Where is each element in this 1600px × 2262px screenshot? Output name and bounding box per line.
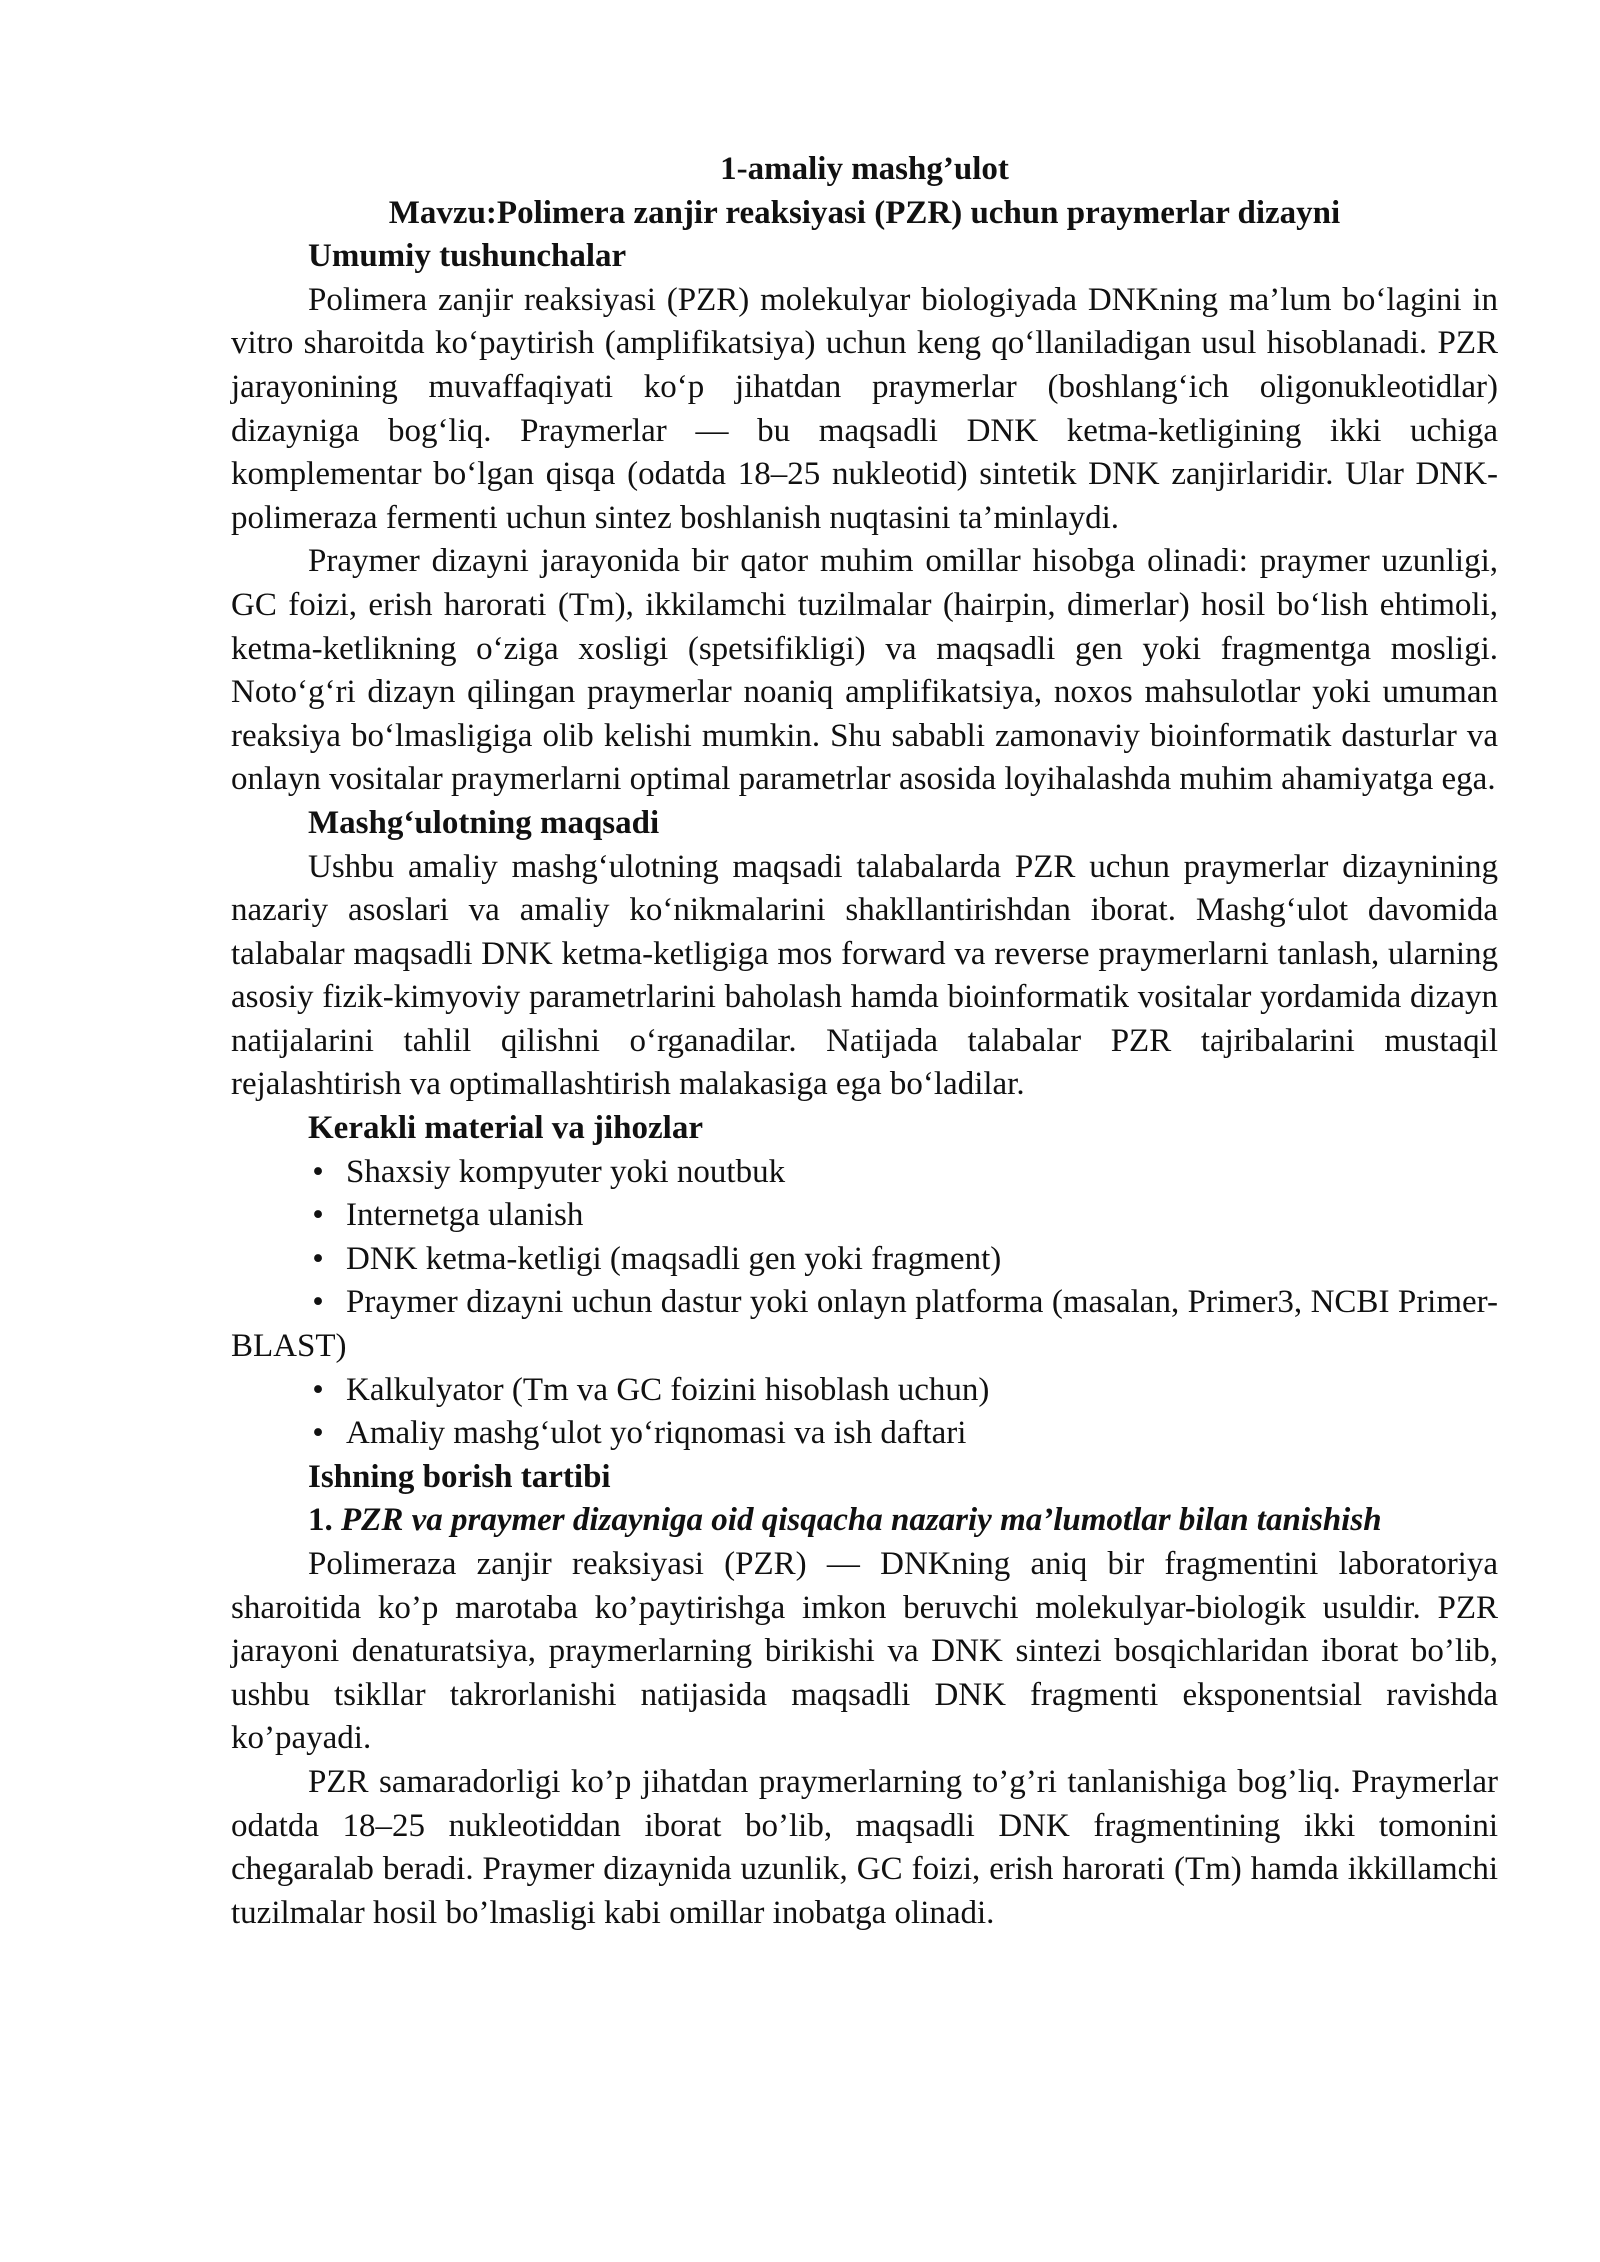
- page-title: 1-amaliy mashg’ulot: [720, 151, 1009, 187]
- list-item: [231, 1238, 1498, 1282]
- bullet-icon: •: [312, 1153, 324, 1190]
- bullet-icon: •: [312, 1284, 324, 1321]
- section-heading-general: Umumiy tushunchalar: [308, 238, 627, 275]
- list-item-text: Internetga ulanish: [346, 1197, 584, 1234]
- paragraph-general-2: Praymer dizayni jarayonida bir qator muhim omillar hisobga olinadi: praymer uzunligi, GC foizi, erish harorati (Tm), ikkilamchi tuzilmalar (hairpin, dimerlar) hosil bo‘lish ehtimoli, ketma-ketlikning o‘ziga xosligi (spetsifikligi) va maqsadli gen yoki fragmentga mosligi. Noto‘g‘ri dizayn qilingan praymerlar noaniq amplifikatsiya, noxos mahsulotlar yoki umuman reaksiya bo‘lmasligiga olib kelishi mumkin. Shu sababli zamonaviy bioinformatik dasturlar va onlayn vositalar praymerlarni optimal parametrlar asosida loyihalashda muhim ahamiyatga ega.: [231, 543, 1498, 798]
- section-heading-materials: Kerakli material va jihozlar: [308, 1110, 703, 1147]
- paragraph-procedure-2: PZR samaradorligi ko’p jihatdan praymerlarning to’g’ri tanlanishiga bog’liq. Praymerlar odatda 18–25 nukleotiddan iborat bo’lib, maqsadli DNK fragmentining ikki tomonini chegaralab beradi. Praymer dizaynida uzunlik, GC foizi, erish harorati (Tm) hamda ikkillamchi tuzilmalar hosil bo’lmasligi kabi omillar inobatga olinadi.: [231, 1763, 1498, 1931]
- step-number: 1.: [308, 1502, 333, 1539]
- list-item: [231, 1194, 1498, 1238]
- bullet-icon: •: [312, 1240, 324, 1277]
- step-title: PZR va praymer dizayniga oid qisqacha nazariy ma’lumotlar bilan tanishish: [341, 1502, 1382, 1539]
- paragraph-general-1: Polimera zanjir reaksiyasi (PZR) molekulyar biologiyada DNKning ma’lum bo‘lagini in vitro sharoitda ko‘paytirish (amplifikatsiya) uchun keng qo‘llaniladigan usul hisoblanadi. PZR jarayonining muvaffaqiyati ko‘p jihatdan praymerlar (boshlang‘ich oligonukleotidlar) dizayniga bog‘liq. Praymerlar — bu maqsadli DNK ketma-ketligining ikki uchiga komplementar bo‘lgan qisqa (odatda 18–25 nukleotid) sintetik DNK zanjirlaridir. Ular DNK-polimeraza fermenti uchun sintez boshlanish nuqtasini ta’minlaydi.: [231, 281, 1498, 536]
- list-item-text: Praymer dizayni uchun dastur yoki onlayn platforma (masalan, Primer3, NCBI Primer-BLAST): [231, 1284, 1498, 1365]
- materials-list: [231, 1151, 1498, 1456]
- list-item: [231, 1151, 1498, 1195]
- step-heading: [231, 1499, 1498, 1543]
- section-heading-procedure: Ishning borish tartibi: [308, 1458, 611, 1495]
- bullet-icon: •: [312, 1371, 324, 1408]
- document-page: [231, 148, 1498, 1935]
- bullet-icon: •: [312, 1415, 324, 1452]
- paragraph-procedure-1: Polimeraza zanjir reaksiyasi (PZR) — DNKning aniq bir fragmentini laboratoriya sharoitida ko’p marotaba ko’paytirishga imkon beruvchi molekulyar-biologik usuldir. PZR jarayoni denaturatsiya, praymerlarning birikishi va DNK sintezi bosqichlaridan iborat bo’lib, ushbu tsikllar takrorlanishi natijasida maqsadli DNK fragmenti eksponentsial ravishda ko’payadi.: [231, 1546, 1498, 1757]
- bullet-icon: •: [312, 1197, 324, 1234]
- paragraph-goal-1: Ushbu amaliy mashg‘ulotning maqsadi talabalarda PZR uchun praymerlar dizaynining nazariy asoslari va amaliy ko‘nikmalarini shakllantirishdan iborat. Mashg‘ulot davomida talabalar maqsadli DNK ketma-ketligiga mos forward va reverse praymerlarni tanlash, ularning asosiy fizik-kimyoviy parametrlarini baholash hamda bioinformatik vositalar yordamida dizayn natijalarini tahlil qilishni o‘rganadilar. Natijada talabalar PZR tajribalarini mustaqil rejalashtirish va optimallashtirish malakasiga ega bo‘ladilar.: [231, 848, 1498, 1103]
- list-item: [231, 1281, 1498, 1368]
- list-item-text: Amaliy mashg‘ulot yo‘riqnomasi va ish daftari: [346, 1415, 967, 1452]
- list-item: [231, 1412, 1498, 1456]
- section-heading-goal: Mashg‘ulotning maqsadi: [308, 804, 660, 841]
- list-item: [231, 1369, 1498, 1413]
- list-item-text: Kalkulyator (Tm va GC foizini hisoblash uchun): [346, 1371, 990, 1408]
- list-item-text: Shaxsiy kompyuter yoki noutbuk: [346, 1153, 786, 1190]
- list-item-text: DNK ketma-ketligi (maqsadli gen yoki fragment): [346, 1240, 1002, 1277]
- topic-title: Mavzu:Polimera zanjir reaksiyasi (PZR) uchun praymerlar dizayni: [388, 194, 1341, 231]
